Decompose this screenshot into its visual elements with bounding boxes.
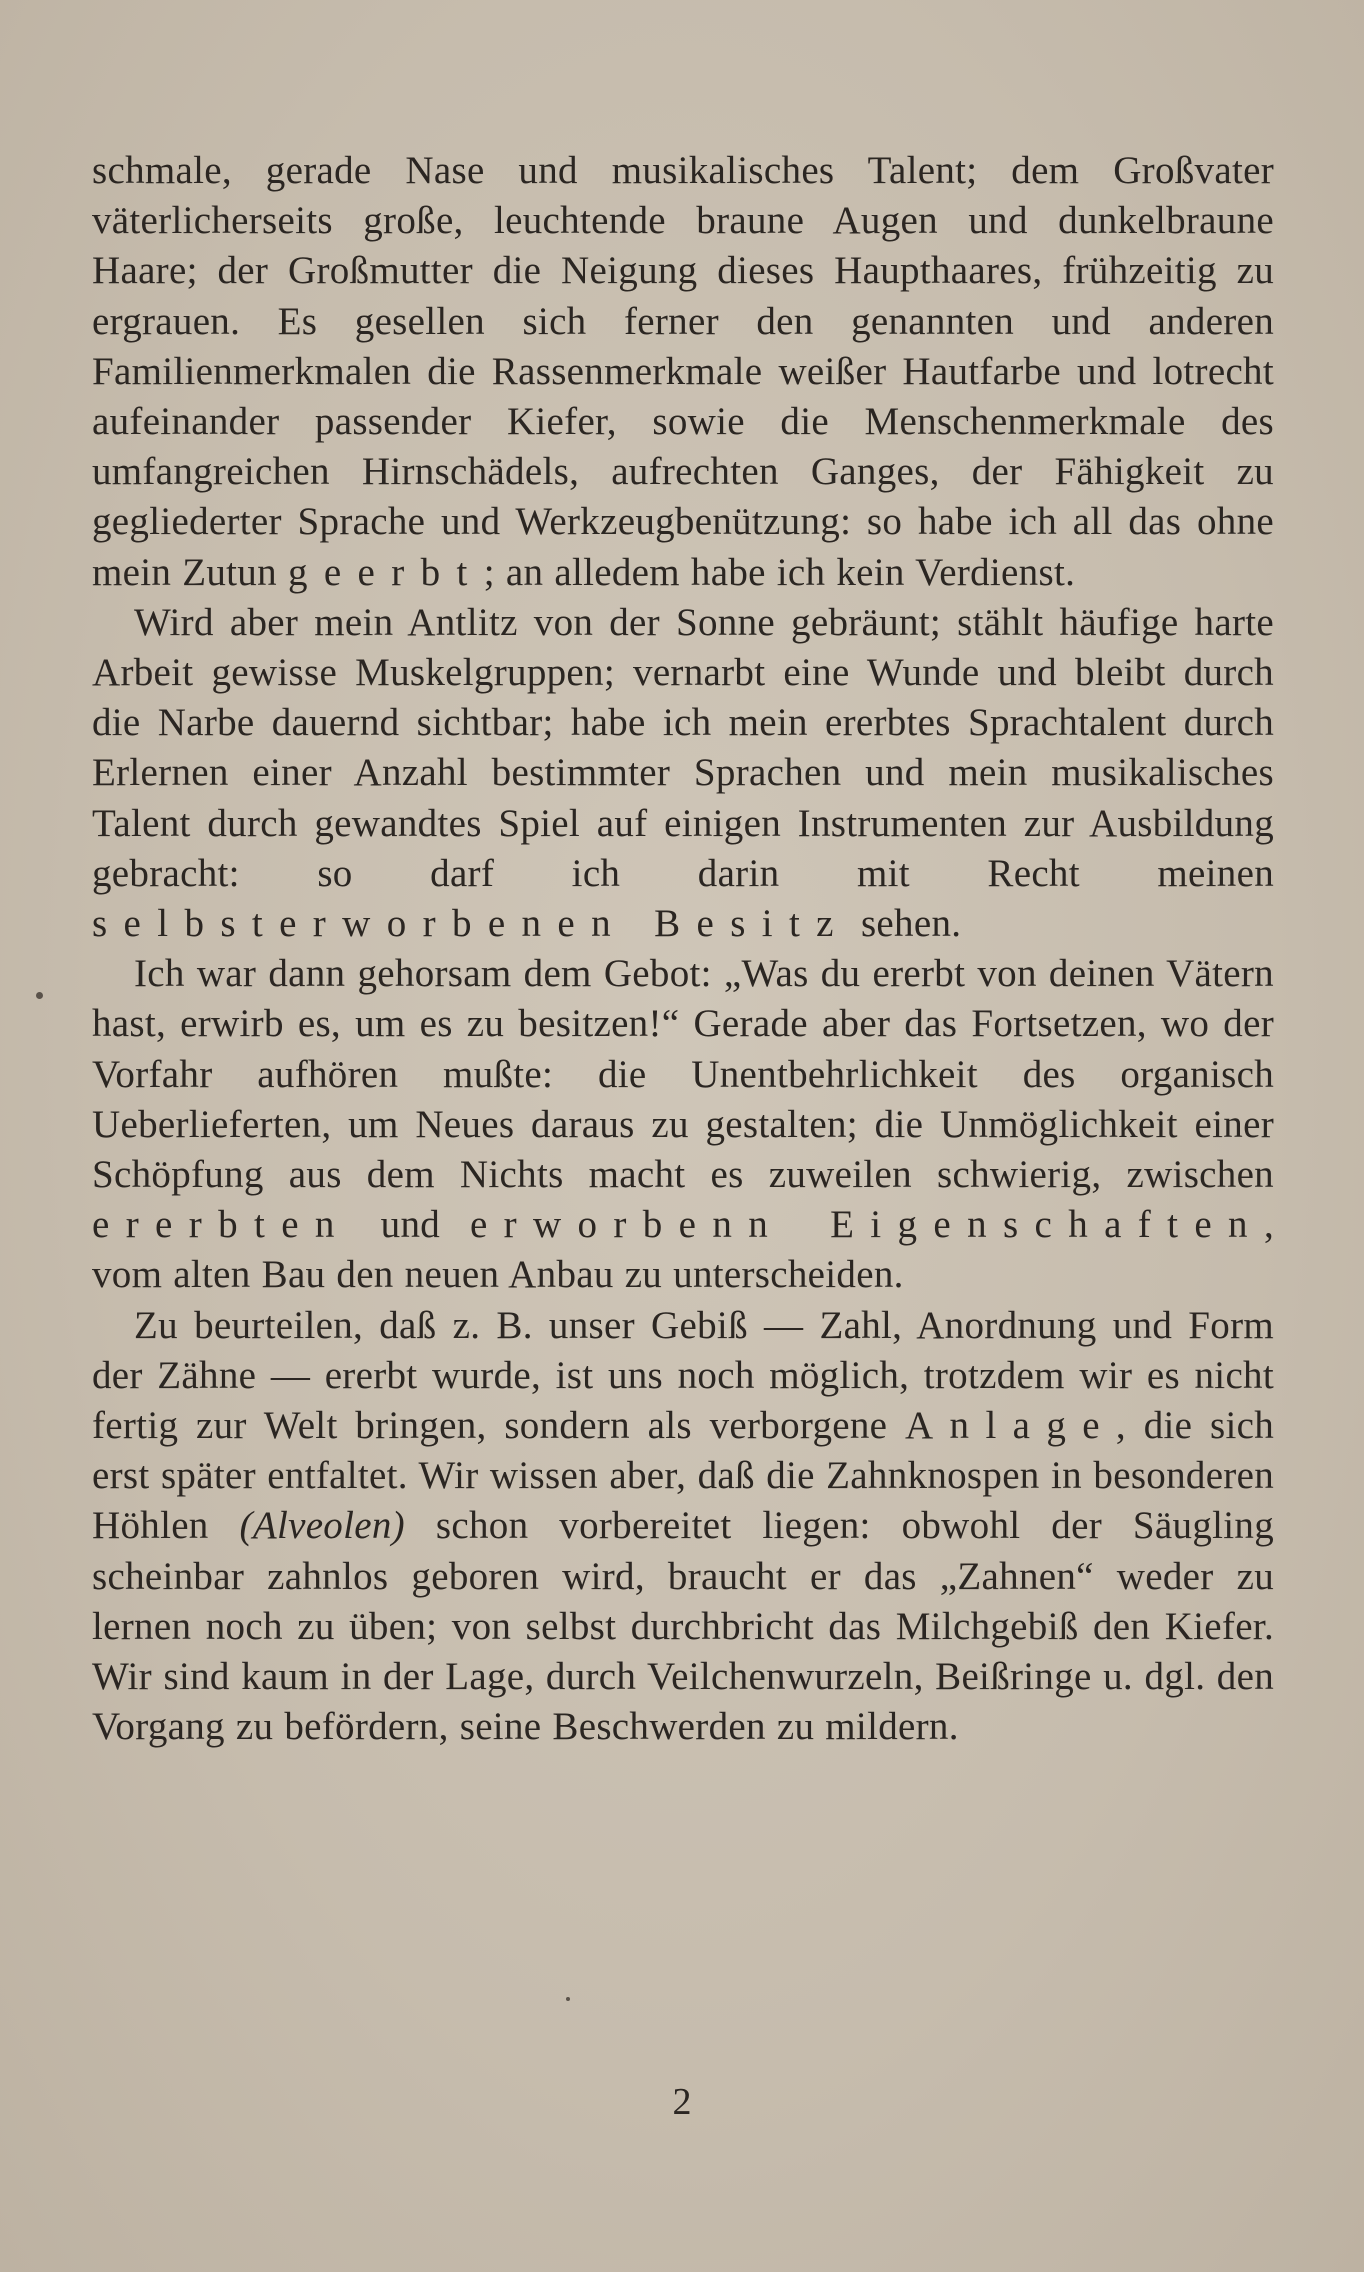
text-run: Zu beurteilen, daß z. B. unser Gebiß — Zahl, Anordnung und Form der Zähne — ererbt wurde, ist uns noch möglich, trotzdem wir es nicht fertig zur Welt bringen, sondern als verborgene [92, 1303, 1274, 1448]
text-run: und [350, 1203, 470, 1247]
paper-speck [36, 992, 43, 999]
paragraph [92, 146, 1274, 598]
paragraph [92, 949, 1274, 1300]
page-number: 2 [672, 2081, 692, 2123]
text-run: sehen. [849, 902, 962, 946]
text-run: schon vorbereitet liegen: obwohl der Säugling scheinbar zahnlos geboren wird, braucht er das „Zahnen“ weder zu lernen noch zu üben; von selbst durchbricht das Milchgebiß den Kiefer. Wir sind kaum in der Lage, durch Veilchenwurzeln, Beißringe u. dgl. den Vorgang zu befördern, seine Beschwerden zu mildern. [92, 1504, 1274, 1749]
emphasized-text: erworbenn Eigenschaften [469, 1203, 1264, 1247]
text-run: Ich war dann gehorsam dem Gebot: „Was du ererbt von deinen Vätern hast, erwirb es, um es zu besitzen!“ Gerade aber das Fortsetzen, wo der Vorfahr aufhören mußte: die Unentbehrlichkeit des organisch Ueberlieferten, um Neues daraus zu gestalten; die Unmöglichkeit einer Schöpfung aus dem Nichts macht es zuweilen schwierig, zwischen [92, 952, 1274, 1197]
emphasized-text: Anlage [905, 1404, 1116, 1448]
emphasized-text: geerbt [287, 550, 484, 594]
text-run: Wird aber mein Antlitz von der Sonne gebräunt; stählt häufige harte Arbeit gewisse Muskelgruppen; vernarbt eine Wunde und bleibt durch die Narbe dauernd sichtbar; habe ich mein ererbtes Sprachtalent durch Erlernen einer Anzahl bestimmter Sprachen und mein musikalisches Talent durch gewandtes Spiel auf einigen Instrumenten zur Ausbildung gebracht: so darf ich darin mit Recht meinen [92, 600, 1274, 895]
italic-text: (Alveolen) [239, 1504, 405, 1548]
paragraph [92, 598, 1274, 949]
text-run: , vom alten Bau den neuen Anbau zu unterscheiden. [92, 1203, 1274, 1297]
emphasized-text: ererbten [92, 1203, 351, 1247]
paragraph [92, 1301, 1274, 1753]
paper-speck [566, 1997, 570, 2001]
emphasized-text: selbsterworbenen Besitz [92, 902, 850, 946]
text-run: , die sich erst später entfaltet. Wir wissen aber, daß die Zahnknospen in besonderen Höhlen [92, 1404, 1275, 1548]
text-run: ; an alledem habe ich kein Verdienst. [483, 550, 1076, 594]
body-text [92, 146, 1274, 1753]
text-run: schmale, gerade Nase und musikalisches Talent; dem Großvater väterlicherseits große, leuchtende braune Augen und dunkelbraune Haare; der Großmutter die Neigung dieses Haupthaares, frühzeitig zu ergrauen. Es gesellen sich ferner den genannten und anderen Familienmerkmalen die Rassenmerkmale weißer Hautfarbe und lotrecht aufeinander passender Kiefer, sowie die Menschenmerkmale des umfangreichen Hirnschädels, aufrechten Ganges, der Fähigkeit zu gegliederter Sprache und Werkzeugbenützung: so habe ich all das ohne mein Zutun [92, 149, 1274, 594]
